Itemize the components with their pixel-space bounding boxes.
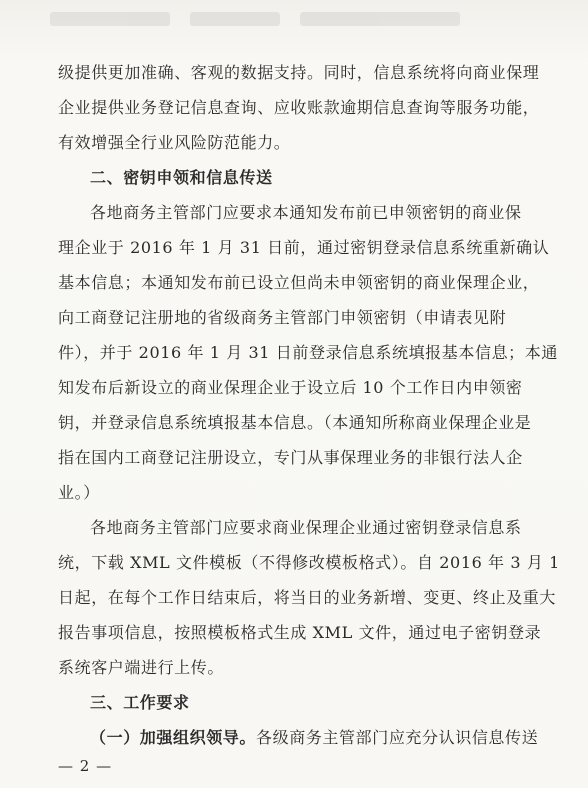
subsection-title: （一）加强组织领导。 (90, 728, 257, 747)
paragraph-line: 系统客户端进行上传。 (58, 658, 225, 677)
section-heading: 二、密钥申领和信息传送 (90, 168, 273, 187)
bleed-through-header (40, 4, 540, 34)
paragraph-line: 有效增强全行业风险防范能力。 (58, 133, 291, 152)
paragraph-line: 统，下载 XML 文件模板（不得修改模板格式）。自 2016 年 3 月 1 (58, 553, 560, 572)
paragraph-line: 各地商务主管部门应要求商业保理企业通过密钥登录信息系 (90, 518, 522, 537)
paragraph-text: 各级商务主管部门应充分认识信息传送 (256, 728, 539, 747)
paragraph-line (90, 728, 538, 748)
paragraph-line: 指在国内工商登记注册设立，专门从事保理业务的非银行法人企 (58, 448, 523, 467)
paragraph-line: 企业提供业务登记信息查询、应收账款逾期信息查询等服务功能， (58, 98, 540, 117)
paragraph-line: 钥，并登录信息系统填报基本信息。（本通知所称商业保理企业是 (58, 413, 532, 432)
paragraph-line: 业。） (58, 483, 100, 502)
paragraph-line: 级提供更加准确、客观的数据支持。同时，信息系统将向商业保理 (58, 63, 540, 82)
paragraph-line: 基本信息；本通知发布前已设立但尚未申领密钥的商业保理企业， (58, 273, 540, 292)
paragraph-line: 向工商登记注册地的省级商务主管部门申领密钥（申请表见附 (58, 308, 507, 327)
paragraph-line: 知发布后新设立的商业保理企业于设立后 10 个工作日内申领密 (58, 378, 523, 397)
page-number: — 2 — (58, 757, 113, 775)
paragraph-line: 报告事项信息，按照模板格式生成 XML 文件，通过电子密钥登录 (58, 623, 542, 642)
paragraph-line: 日起，在每个工作日结束后，将当日的业务新增、变更、终止及重大 (58, 588, 557, 607)
paragraph-line: 件），并于 2016 年 1 月 31 日前登录信息系统填报基本信息；本通 (58, 343, 558, 362)
section-heading: 三、工作要求 (90, 693, 190, 712)
paragraph-line: 理企业于 2016 年 1 月 31 日前，通过密钥登录信息系统重新确认 (58, 238, 550, 257)
paragraph-line: 各地商务主管部门应要求本通知发布前已申领密钥的商业保 (90, 203, 522, 222)
